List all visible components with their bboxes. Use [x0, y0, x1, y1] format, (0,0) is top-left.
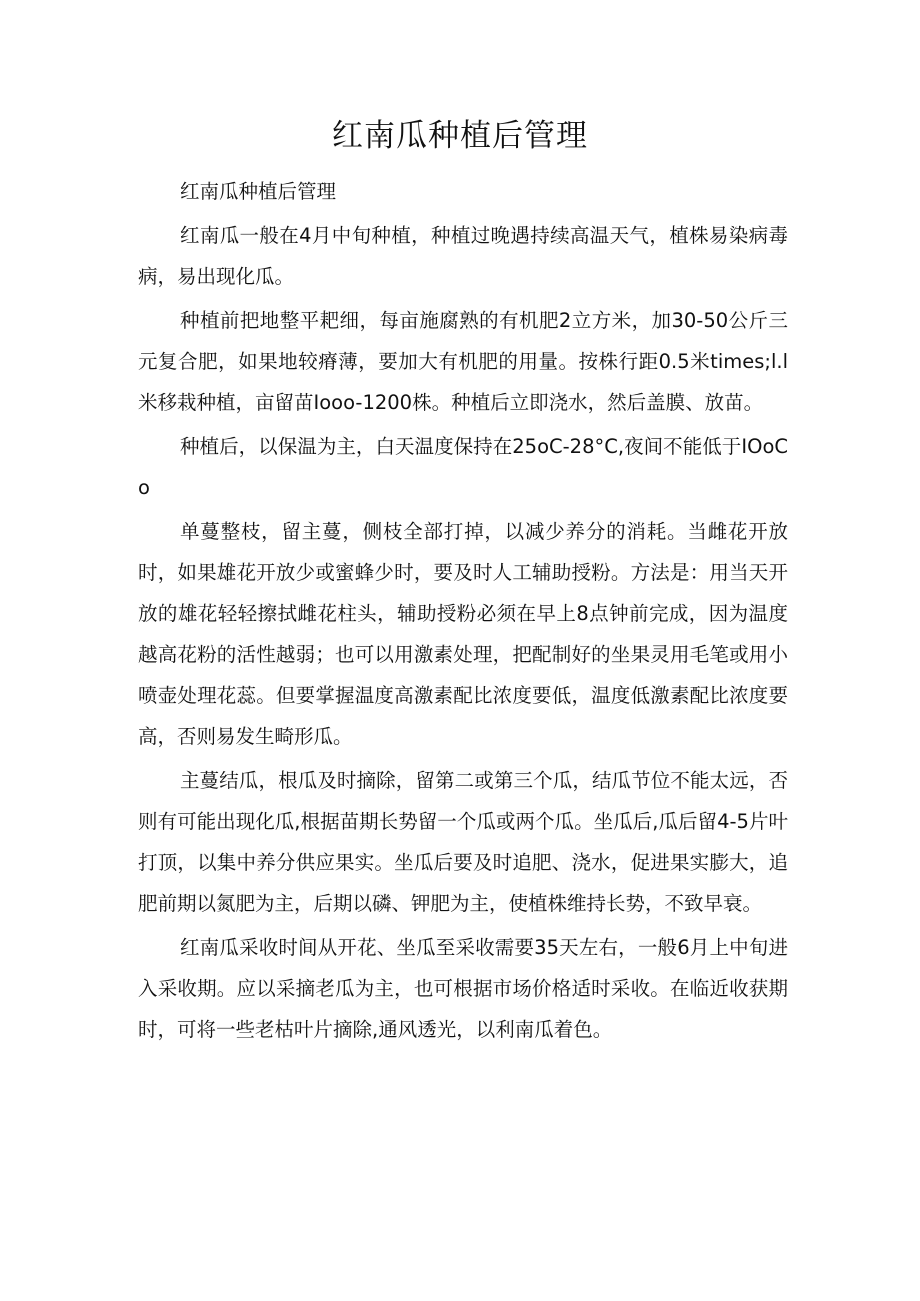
paragraph-harvest: 红南瓜采收时间从开花、坐瓜至采收需要35天左右，一般6月上中旬进入采收期。应以采摘老瓜为主，也可根据市场价格适时采收。在临近收获期时，可将一些老枯叶片摘除,通风透光，以利南瓜着色。 [138, 936, 788, 1041]
paragraph-temperature: 种植后，以保温为主，白天温度保持在25oC-28°C,夜间不能低于IOoCo [138, 435, 788, 499]
paragraph-pruning-pollination: 单蔓整枝，留主蔓，侧枝全部打掉，以减少养分的消耗。当雌花开放时，如果雄花开放少或蜜蜂少时，要及时人工辅助授粉。方法是：用当天开放的雄花轻轻擦拭雌花柱头，辅助授粉必须在早上8点钟前完成，因为温度越高花粉的活性越弱；也可以用激素处理，把配制好的坐果灵用毛笔或用小喷壶处理花蕊。但要掌握温度高激素配比浓度要低，温度低激素配比浓度要高，否则易发生畸形瓜。 [138, 520, 788, 748]
paragraph-planting-time: 红南瓜一般在4月中旬种植，种植过晚遇持续高温天气，植株易染病毒病，易出现化瓜。 [138, 224, 788, 288]
document-body [138, 171, 788, 1053]
paragraph-soil-preparation: 种植前把地整平耙细，每亩施腐熟的有机肥2立方米，加30-50公斤三元复合肥，如果地较瘠薄，要加大有机肥的用量。按株行距0.5米times;l.l米移栽种植，亩留苗Iooo-1200株。种植后立即浇水，然后盖膜、放苗。 [138, 309, 788, 414]
paragraph-subtitle: 红南瓜种植后管理 [180, 180, 337, 203]
paragraph-fruit-setting: 主蔓结瓜，根瓜及时摘除，留第二或第三个瓜，结瓜节位不能太远，否则有可能出现化瓜,根据苗期长势留一个瓜或两个瓜。坐瓜后,瓜后留4-5片叶打顶，以集中养分供应果实。坐瓜后要及时追肥、浇水，促进果实膨大，追肥前期以氮肥为主，后期以磷、钾肥为主，使植株维持长势，不致早衰。 [138, 769, 788, 915]
document-title: 红南瓜种植后管理 [332, 118, 588, 154]
